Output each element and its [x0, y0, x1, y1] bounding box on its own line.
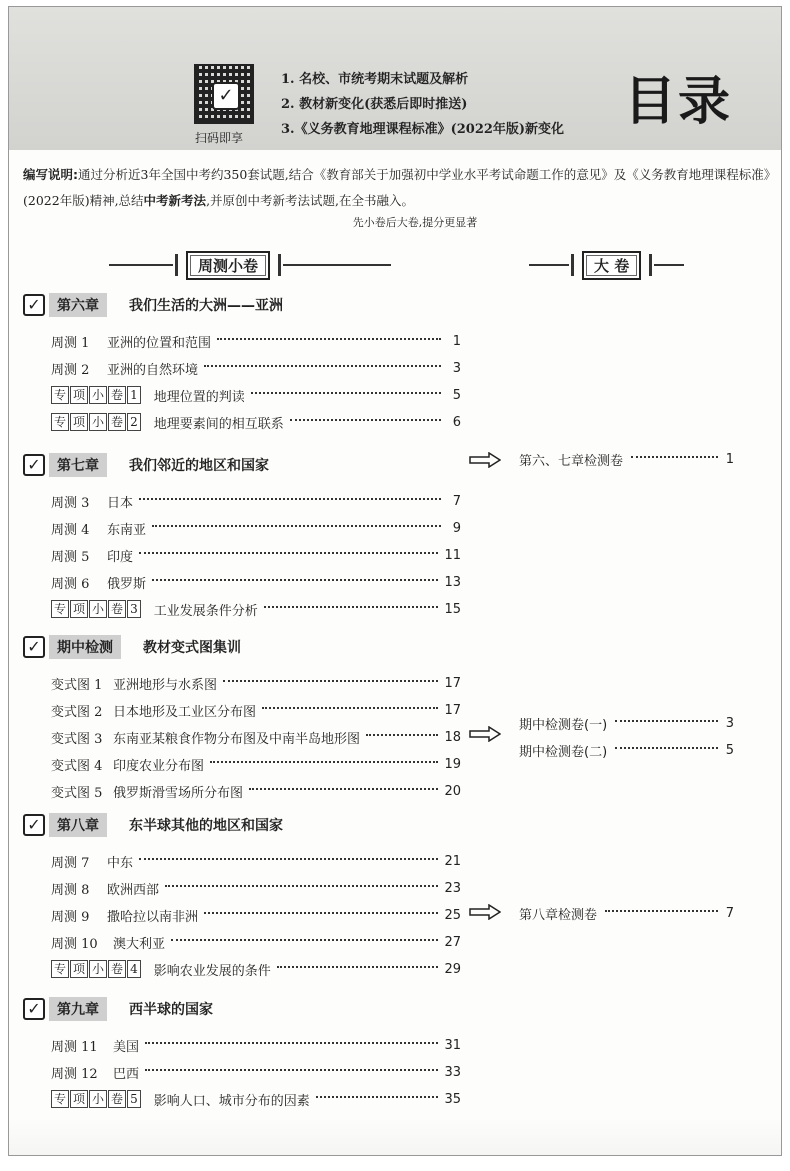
toc-row[interactable]: [51, 599, 461, 619]
heading-bar-right: [278, 254, 281, 276]
toc-row-title: 工业发展条件分析: [153, 603, 258, 619]
check-icon: ✓: [212, 82, 240, 110]
toc-row-page: 21: [444, 853, 461, 869]
toc-row-page: 15: [444, 601, 461, 617]
badge-char: 卷: [108, 600, 126, 618]
dot-leader: [615, 720, 718, 722]
big-test-row[interactable]: [519, 713, 734, 733]
toc-row-title: 影响人口、城市分布的因素: [153, 1093, 310, 1109]
badge-char: 专: [51, 386, 69, 404]
toc-row-label: 变式图 5: [51, 785, 103, 801]
check-icon: ✓: [23, 998, 45, 1020]
badge-char: 项: [70, 386, 88, 404]
badge-char: 项: [70, 960, 88, 978]
dot-leader: [249, 788, 438, 790]
dot-leader: [264, 606, 439, 608]
header-feature-2: 2. 教材新变化(获悉后即时推送): [281, 97, 468, 112]
toc-row-label: 周测 11: [51, 1039, 98, 1055]
heading-bar-right: [649, 254, 652, 276]
toc-row[interactable]: [51, 1035, 461, 1055]
big-test-page: 7: [725, 905, 734, 921]
chapter-title: 我们生活的大洲——亚洲: [129, 298, 283, 314]
toc-row[interactable]: [51, 385, 461, 405]
heading-rule-left: [109, 264, 173, 266]
toc-row-title: 日本: [107, 495, 134, 511]
toc-row-label: 周测 1: [51, 335, 90, 351]
badge-char: 卷: [108, 386, 126, 404]
big-test-page: 1: [725, 451, 734, 467]
heading-rule-right: [283, 264, 391, 266]
dot-leader: [615, 747, 718, 749]
badge-char: 小: [89, 960, 107, 978]
toc-row-title: 日本地形及工业区分布图: [113, 704, 257, 720]
toc-row-title: 印度: [107, 549, 134, 565]
qr-label: 扫码即享: [195, 131, 244, 145]
header-feature-1: 1. 名校、市统考期末试题及解析: [281, 72, 469, 87]
badge-char: 项: [70, 600, 88, 618]
big-test-title: 第六、七章检测卷: [519, 453, 624, 469]
toc-row-page: 13: [444, 574, 461, 590]
dot-leader: [366, 734, 438, 736]
arrow-right-icon: [469, 904, 501, 920]
badge-number: 3: [127, 600, 141, 618]
dot-leader: [139, 858, 438, 860]
chapter-header: [23, 635, 241, 659]
header-band: [9, 7, 781, 150]
badge-char: 小: [89, 1090, 107, 1108]
dot-leader: [605, 910, 718, 912]
toc-row-title: 亚洲的自然环境: [107, 362, 199, 378]
toc-row-title: 东南亚某粮食作物分布图及中南半岛地形图: [113, 731, 361, 747]
dot-leader: [223, 680, 438, 682]
toc-row[interactable]: [51, 959, 461, 979]
badge-number: 1: [127, 386, 141, 404]
dot-leader: [165, 885, 438, 887]
dot-leader: [152, 579, 438, 581]
toc-row-title: 俄罗斯滑雪场所分布图: [113, 785, 244, 801]
heading-rule-right: [654, 264, 684, 266]
dot-leader: [139, 552, 438, 554]
check-icon: ✓: [23, 636, 45, 658]
chapter-tag: 第九章: [49, 997, 107, 1021]
toc-row[interactable]: [51, 491, 461, 511]
big-test-row[interactable]: [519, 449, 734, 469]
toc-row-page: 31: [444, 1037, 461, 1053]
dot-leader: [290, 419, 441, 421]
toc-row[interactable]: [51, 518, 461, 538]
toc-row-page: 20: [444, 783, 461, 799]
badge-char: 卷: [108, 413, 126, 431]
toc-row[interactable]: [51, 673, 461, 693]
special-quiz-badge: [51, 960, 142, 978]
badge-char: 项: [70, 1090, 88, 1108]
toc-row-page: 17: [444, 675, 461, 691]
toc-row[interactable]: [51, 545, 461, 565]
toc-row-label: 变式图 4: [51, 758, 103, 774]
description: [23, 162, 773, 214]
toc-row-title: 中东: [107, 855, 134, 871]
big-test-title: 期中检测卷(一): [519, 717, 608, 733]
toc-row-label: 周测 3: [51, 495, 90, 511]
toc-row-title: 亚洲的位置和范围: [107, 335, 212, 351]
toc-row-title: 印度农业分布图: [113, 758, 205, 774]
toc-row-page: 19: [444, 756, 461, 772]
toc-row-page: 29: [444, 961, 461, 977]
special-quiz-badge: [51, 600, 142, 618]
toc-row-title: 美国: [113, 1039, 140, 1055]
toc-row-title: 撒哈拉以南非洲: [107, 909, 199, 925]
toc-row-page: 18: [444, 729, 461, 745]
toc-row[interactable]: [51, 331, 461, 351]
arrow-right-icon: [469, 452, 501, 468]
badge-char: 小: [89, 600, 107, 618]
toc-row-label: 周测 4: [51, 522, 90, 538]
dot-leader: [277, 966, 439, 968]
dot-leader: [145, 1069, 438, 1071]
toc-row-title: 东南亚: [107, 522, 147, 538]
big-test-page: 5: [725, 742, 734, 758]
toc-row-page: 7: [452, 493, 461, 509]
chapter-title: 东半球其他的地区和国家: [129, 818, 283, 834]
chapter-header: [23, 453, 269, 477]
chapter-tag: 第六章: [49, 293, 107, 317]
toc-row-label: 变式图 3: [51, 731, 103, 747]
toc-row[interactable]: [51, 358, 461, 378]
check-icon: ✓: [23, 454, 45, 476]
chapter-title: 教材变式图集训: [143, 640, 241, 656]
badge-char: 专: [51, 600, 69, 618]
dot-leader: [217, 338, 441, 340]
badge-char: 卷: [108, 1090, 126, 1108]
page-shadow: [9, 1117, 781, 1155]
toc-row-title: 欧洲西部: [107, 882, 160, 898]
toc-row-title: 地理要素间的相互联系: [153, 416, 284, 432]
big-test-page: 3: [725, 715, 734, 731]
badge-char: 小: [89, 386, 107, 404]
toc-row[interactable]: [51, 905, 461, 925]
heading-bar-left: [175, 254, 178, 276]
toc-row-page: 6: [452, 414, 461, 430]
special-quiz-badge: [51, 386, 142, 404]
special-quiz-badge: [51, 1090, 142, 1108]
toc-row-page: 9: [452, 520, 461, 536]
toc-row-page: 33: [444, 1064, 461, 1080]
toc-row-label: 周测 5: [51, 549, 90, 565]
badge-number: 4: [127, 960, 141, 978]
chapter-header: [23, 997, 213, 1021]
toc-row-page: 35: [444, 1091, 461, 1107]
header-feature-list: [281, 67, 564, 142]
badge-char: 项: [70, 413, 88, 431]
toc-row-page: 25: [444, 907, 461, 923]
weekly-column-title: 周测小卷: [186, 251, 270, 280]
chapter-tag: 第八章: [49, 813, 107, 837]
badge-number: 2: [127, 413, 141, 431]
toc-row[interactable]: [51, 878, 461, 898]
description-text-2: ,并原创中考新考法试题,在全书融入。: [206, 193, 415, 208]
toc-row[interactable]: [51, 851, 461, 871]
weekly-column-heading: [109, 252, 391, 278]
dot-leader: [251, 392, 441, 394]
badge-char: 小: [89, 413, 107, 431]
toc-row[interactable]: [51, 1089, 461, 1109]
dot-leader: [145, 1042, 438, 1044]
toc-row[interactable]: [51, 932, 461, 952]
badge-char: 专: [51, 960, 69, 978]
toc-row-label: 周测 10: [51, 936, 98, 952]
toc-row-page: 17: [444, 702, 461, 718]
badge-char: 专: [51, 1090, 69, 1108]
toc-row-title: 地理位置的判读: [153, 389, 245, 405]
dot-leader: [316, 1096, 439, 1098]
toc-row-label: 周测 6: [51, 576, 90, 592]
special-quiz-badge: [51, 413, 142, 431]
badge-number: 5: [127, 1090, 141, 1108]
toc-row[interactable]: [51, 754, 461, 774]
dot-leader: [204, 912, 438, 914]
toc-row-page: 5: [452, 387, 461, 403]
toc-row[interactable]: [51, 572, 461, 592]
toc-row-label: 周测 8: [51, 882, 90, 898]
chapter-header: [23, 813, 283, 837]
badge-char: 卷: [108, 960, 126, 978]
chapter-title: 西半球的国家: [129, 1002, 213, 1018]
dot-leader: [139, 498, 441, 500]
toc-row-label: 周测 9: [51, 909, 90, 925]
toc-row-page: 23: [444, 880, 461, 896]
chapter-tag: 期中检测: [49, 635, 121, 659]
chapter-header: [23, 293, 283, 317]
description-lead: 编写说明:: [23, 167, 78, 182]
page-title: 目录: [624, 72, 733, 132]
toc-row-page: 3: [452, 360, 461, 376]
toc-row[interactable]: [51, 781, 461, 801]
description-bold: 中考新考法: [143, 193, 207, 208]
toc-row-label: 变式图 1: [51, 677, 103, 693]
dot-leader: [152, 525, 441, 527]
toc-row-page: 1: [452, 333, 461, 349]
toc-row[interactable]: [51, 727, 461, 747]
toc-row[interactable]: [51, 1062, 461, 1082]
heading-rule-left: [529, 264, 569, 266]
dot-leader: [631, 456, 718, 458]
qr-code-icon[interactable]: [194, 64, 254, 124]
toc-row-page: 27: [444, 934, 461, 950]
description-text-1: 通过分析近3年全国中考约350套试题,结合《教育部关于加强初中学业水平考试命题工作的意见》及《义务教育地理课程标准》(2022年版)精神,总结: [23, 167, 771, 208]
dot-leader: [262, 707, 438, 709]
toc-row-label: 周测 2: [51, 362, 90, 378]
big-test-row[interactable]: [519, 903, 734, 923]
check-icon: ✓: [23, 294, 45, 316]
dot-leader: [210, 761, 438, 763]
dot-leader: [171, 939, 438, 941]
header-feature-3: 3.《义务教育地理课程标准》(2022年版)新变化: [281, 122, 565, 137]
chapter-tag: 第七章: [49, 453, 107, 477]
toc-row-title: 影响农业发展的条件: [153, 963, 271, 979]
big-test-title: 期中检测卷(二): [519, 744, 608, 760]
toc-row-title: 俄罗斯: [107, 576, 147, 592]
slogan: 先小卷后大卷,提分更显著: [352, 216, 478, 229]
toc-row-page: 11: [444, 547, 461, 563]
toc-row[interactable]: [51, 412, 461, 432]
toc-row[interactable]: [51, 700, 461, 720]
heading-bar-left: [571, 254, 574, 276]
big-column-title: 大 卷: [582, 251, 641, 280]
toc-row-title: 澳大利亚: [113, 936, 166, 952]
arrow-right-icon: [469, 726, 501, 742]
badge-char: 专: [51, 413, 69, 431]
toc-row-label: 周测 12: [51, 1066, 98, 1082]
page: [8, 6, 782, 1156]
toc-row-title: 亚洲地形与水系图: [113, 677, 218, 693]
dot-leader: [204, 365, 441, 367]
big-test-title: 第八章检测卷: [519, 907, 598, 923]
toc-row-title: 巴西: [113, 1066, 140, 1082]
chapter-title: 我们邻近的地区和国家: [129, 458, 269, 474]
toc-row-label: 变式图 2: [51, 704, 103, 720]
big-test-row[interactable]: [519, 740, 734, 760]
toc-row-label: 周测 7: [51, 855, 90, 871]
check-icon: ✓: [23, 814, 45, 836]
big-column-heading: [529, 252, 684, 278]
